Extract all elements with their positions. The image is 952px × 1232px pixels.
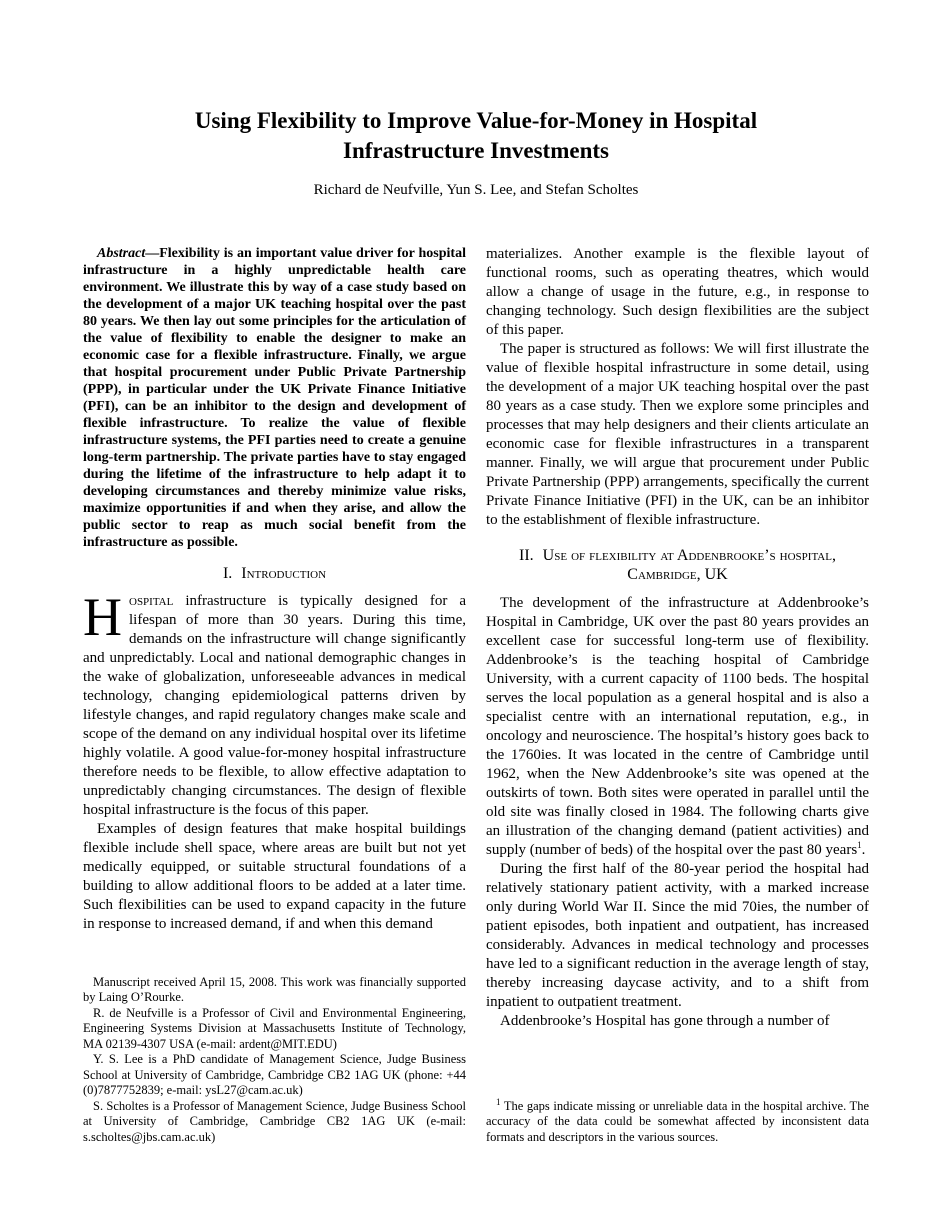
addenbrookes-paragraph-text: The development of the infrastructure at Addenbrooke’s Hospital in Cambridge, UK over the past 80 years provides an excellent case for successful long-term use of flexibility. Addenbrooke’s is the teaching hospital of Cambridge University, with a current capacity of 1100 beds. The hospital serves the local population as a general hospital and is also a specialist centre with an international reputation, e.g., in oncology and neuroscience. The hospital’s history goes back to the 1760ies. It was located in the centre of Cambridge until 1962, when the New Addenbrooke’s site was opened at the outskirts of town. Both sites were operated in parallel until the old site was finally closed in 1984. The following charts give an illustration of the changing demand (patient activities) and supply (number of beds) of the hospital over the past 80 years xyxy=(486,595,869,858)
right-column xyxy=(486,245,869,1145)
paper-title-line-2: Infrastructure Investments xyxy=(343,138,609,163)
addenbrookes-paragraph xyxy=(486,594,869,860)
section-2-heading-line-1 xyxy=(486,546,869,565)
data-footnote xyxy=(486,1096,869,1146)
intro-paragraph-1 xyxy=(83,587,466,820)
paper-title-line-1: Using Flexibility to Improve Value-for-Money in Hospital xyxy=(194,108,758,133)
footnote-reference-1: 1 xyxy=(857,840,862,850)
footnote-author-neufville: R. de Neufville is a Professor of Civil and Environmental Engineering, Engineering Systems Division at Massachusetts Institute of Technology, MA 02139-4307 USA (e-mail: ardent@MIT.EDU) xyxy=(83,1005,466,1051)
footnote-author-lee: Y. S. Lee is a PhD candidate of Management Science, Judge Business School at University of Cambridge, Cambridge CB2 1AG UK (phone: +44 (0)7877752839; e-mail: ysL27@cam.ac.uk) xyxy=(83,1052,466,1097)
footnote-1-marker: 1 xyxy=(496,1096,501,1107)
section-1-heading xyxy=(83,564,466,583)
footnote-1-text: The gaps indicate missing or unreliable data in the hospital archive. The accuracy of the data could be somewhat affected by inconsistent data formats and descriptors in the various sources. xyxy=(486,1098,869,1144)
intro-lead-word: ospital xyxy=(129,593,174,609)
patient-activity-paragraph: During the first half of the 80-year period the hospital had relatively stationary patient activity, with a marked increase only during World War II. Since the mid 70ies, the number of patient episodes, both inpatient and outpatient, has increased considerably. Advances in medical technology and processes have led to a significant reduction in the average length of stay, thereby increasing daycase activity, and to a shift from inpatient to outpatient treatment. xyxy=(486,861,869,1010)
addenbrookes-paragraph-period: . xyxy=(861,842,866,858)
section-2-heading xyxy=(486,546,869,584)
footnote-manuscript: Manuscript received April 15, 2008. This work was financially supported by Laing O’Rourke. xyxy=(83,974,466,1004)
paper-title xyxy=(0,106,952,166)
dropcap-letter: H xyxy=(83,587,122,647)
authors-line: Richard de Neufville, Yun S. Lee, and Stefan Scholtes xyxy=(313,182,639,198)
section-2-title-line-1: Use of flexibility at Addenbrooke’s hospital, xyxy=(542,547,836,564)
section-2-number: II. xyxy=(519,547,534,564)
title-block xyxy=(0,0,952,200)
final-partial-paragraph: Addenbrooke’s Hospital has gone through a number of xyxy=(500,1013,830,1029)
continuation-paragraph: materializes. Another example is the flexible layout of functional rooms, such as operating theatres, which would allow a change of usage in the future, e.g., in response to changing technology. Such design flexibilities are the subject of this paper. xyxy=(486,246,869,338)
two-column-body xyxy=(83,245,869,1145)
abstract-label: Abstract xyxy=(97,246,146,261)
footnote-author-scholtes: S. Scholtes is a Professor of Management Science, Judge Business School at University of Cambridge, Cambridge CB2 1AG UK (e-mail: s.scholtes@jbs.cam.ac.uk) xyxy=(83,1098,466,1144)
section-2-title-line-2: Cambridge, UK xyxy=(627,566,728,583)
section-1-number: I. xyxy=(222,565,233,582)
section-1-title: Introduction xyxy=(241,565,327,582)
intro-paragraph-1-text: infrastructure is typically designed for a lifespan of more than 30 years. During this time, demands on the infrastructure will change significantly and unpredictably. Local and national demographic changes in the wake of globalization, unforeseeable advances in medical technology, changing epidemiological patterns driven by lifestyle changes, and rapid regulatory changes make scale and scope of the demand on any individual hospital over its lifetime highly volatile. A good value-for-money hospital infrastructure therefore needs to be flexible, to allow effective adaptation to unpredictably changing circumstances. The design of flexible hospital infrastructure is the focus of this paper. xyxy=(83,593,466,818)
paper-structure-paragraph: The paper is structured as follows: We will first illustrate the value of flexible hospital infrastructure in some detail, using the development of a major UK teaching hospital over the past 80 years as a case study. Then we explore some principles and processes that may help designers and their clients articulate an economic case for flexible infrastructures in a transparent manner. Finally, we will argue that procurement under Public Private Partnership (PPP) arrangements, specifically the current Private Finance Initiative (PFI) in the UK, can be an inhibitor to the establishment of flexible infrastructure. xyxy=(486,341,869,528)
intro-paragraph-2: Examples of design features that make hospital buildings flexible include shell space, where areas are built but not yet medically equipped, or suitable structural foundations of a building to allow additional floors to be added at a later time. Such flexibilities can be used to expand capacity in the future in response to increased demand, if and when this demand xyxy=(83,821,466,932)
left-column xyxy=(83,245,466,1145)
abstract-paragraph xyxy=(83,245,466,551)
footnote-1 xyxy=(486,1096,869,1146)
author-footnotes xyxy=(83,975,466,1146)
abstract-text: —Flexibility is an important value driver for hospital infrastructure in a highly unpredictable health care environment. We illustrate this by way of a case study based on the development of a major UK teaching hospital over the past 80 years. We then lay out some principles for the articulation of the value of flexibility to enable the designer to make an economic case for a flexible infrastructure. Finally, we argue that hospital procurement under Public Private Partnership (PPP), in particular under the UK Private Finance Initiative (PFI), can be an inhibitor to the design and development of flexible infrastructure. To realize the value of flexible infrastructure systems, the PFI parties need to create a genuine long-term partnership. The private parties have to stay engaged during the lifetime of the infrastructure to help adapt it to developing circumstances and thereby minimize value risks, maximize opportunities if and when they arise, and allow the public sector to reap as much social benefit from the infrastructure as possible. xyxy=(83,246,466,550)
